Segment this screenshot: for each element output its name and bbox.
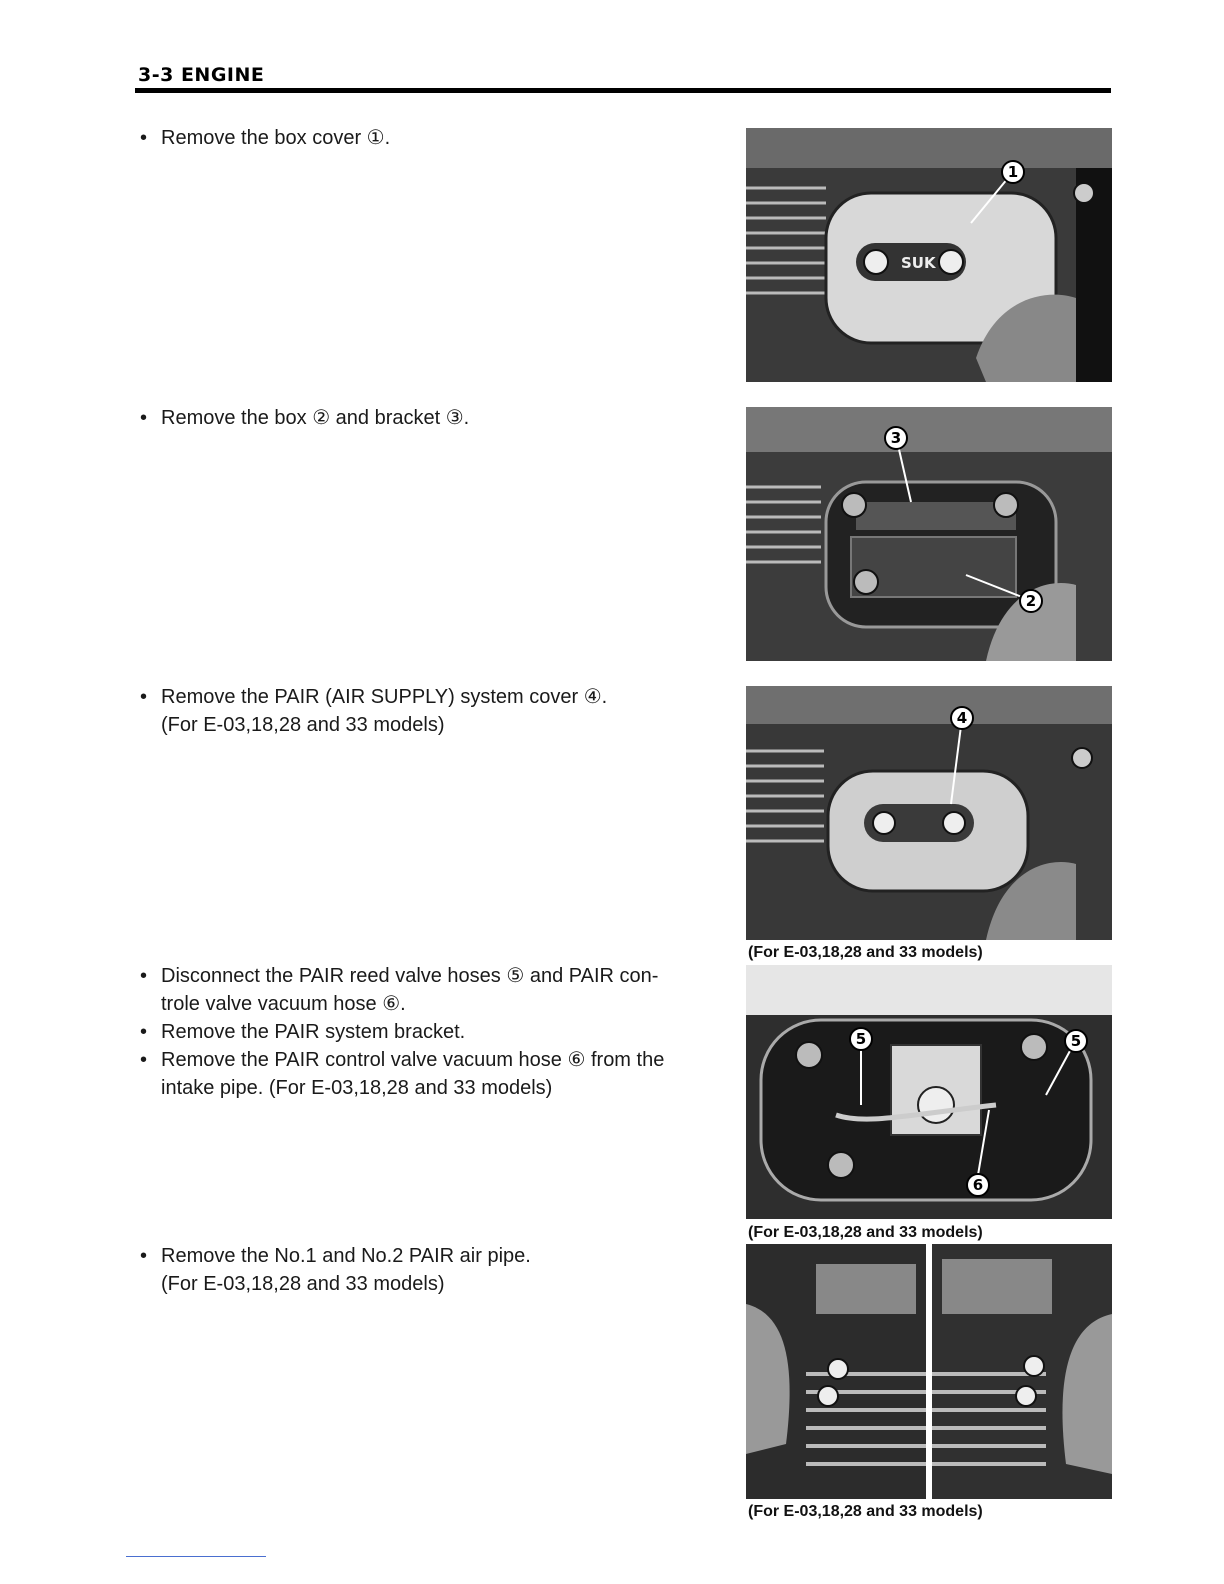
brand-text: SUK (901, 254, 936, 272)
step-note: (For E-03,18,28 and 33 models) (161, 1273, 445, 1295)
step-text: Remove the box cover ①. (161, 127, 391, 149)
photo-caption: (For E-03,18,28 and 33 models) (748, 1503, 983, 1520)
header-rule (135, 88, 1111, 93)
page-header: 3-3 ENGINE (138, 64, 265, 86)
bullet-dot: • (140, 1049, 148, 1071)
bullet-dot: • (140, 1021, 148, 1043)
callout-label: 2 (1025, 592, 1037, 610)
bullet-dot: • (140, 407, 148, 429)
callout-label: 5 (1070, 1032, 1082, 1050)
step-text: Remove the No.1 and No.2 PAIR air pipe. (161, 1245, 531, 1267)
photo-air-pipes (746, 1244, 1112, 1499)
step-text-continued: trole valve vacuum hose ⑥. (161, 993, 406, 1015)
step-disconnect-hoses (140, 962, 720, 1102)
callout-label: 6 (972, 1176, 984, 1194)
callout-label: 4 (956, 709, 968, 727)
step-text-continued: intake pipe. (For E-03,18,28 and 33 models) (161, 1077, 553, 1099)
step-remove-box-bracket (140, 404, 720, 432)
photo-caption: (For E-03,18,28 and 33 models) (748, 1224, 983, 1241)
step-text: Remove the PAIR system bracket. (161, 1021, 466, 1043)
bullet-dot: • (140, 127, 148, 149)
step-note: (For E-03,18,28 and 33 models) (161, 714, 445, 736)
callout-label: 5 (855, 1030, 867, 1048)
photo-caption: (For E-03,18,28 and 33 models) (748, 944, 983, 961)
photo-pair-cover (746, 686, 1112, 940)
photo-box-bracket (746, 407, 1112, 661)
photo-pair-hoses (746, 965, 1112, 1219)
step-text: Remove the box ② and bracket ③. (161, 407, 470, 429)
photo-box-cover (746, 128, 1112, 382)
step-remove-air-pipe (140, 1242, 720, 1298)
step-text: Remove the PAIR control valve vacuum hose ⑥ from the (161, 1049, 665, 1071)
step-text: Disconnect the PAIR reed valve hoses ⑤ and PAIR con- (161, 965, 659, 987)
callout-label: 1 (1007, 163, 1019, 181)
step-remove-box-cover (140, 124, 720, 152)
bullet-dot: • (140, 965, 148, 987)
footer-rule (126, 1556, 266, 1557)
step-remove-pair-cover (140, 683, 720, 739)
bullet-dot: • (140, 1245, 148, 1267)
callout-label: 3 (890, 429, 902, 447)
step-text: Remove the PAIR (AIR SUPPLY) system cover ④. (161, 686, 608, 708)
bullet-dot: • (140, 686, 148, 708)
